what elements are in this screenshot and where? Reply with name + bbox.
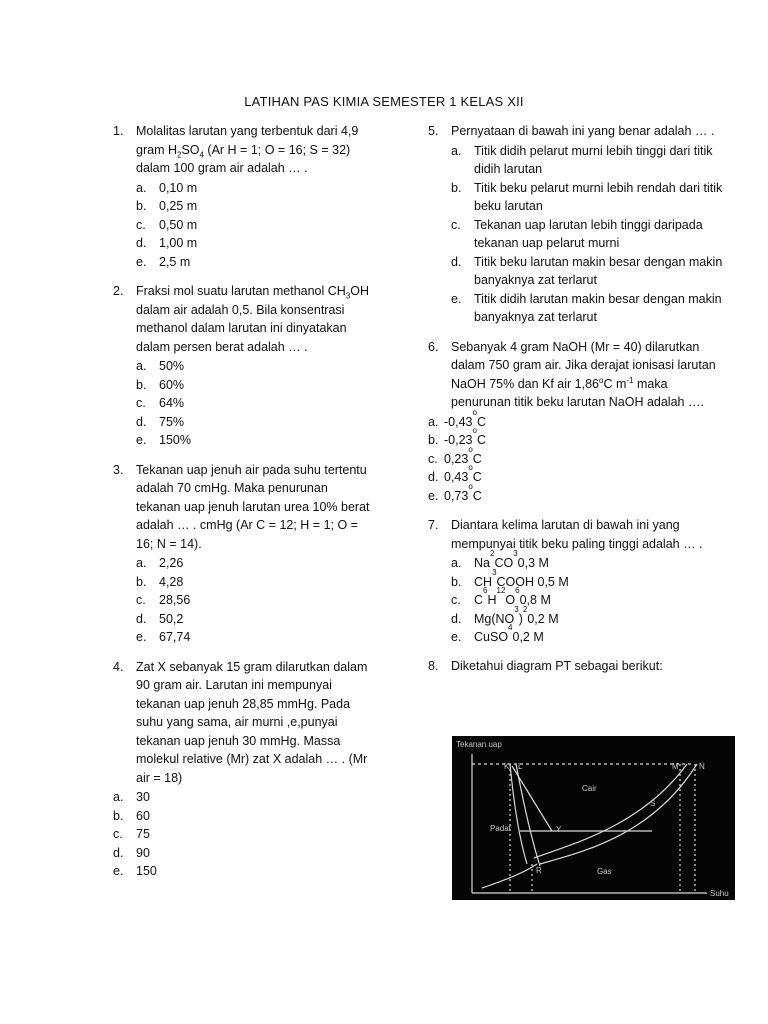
option-d: d. 75% (136, 414, 185, 429)
pt-diagram-svg (452, 736, 735, 900)
option-d: d. Mg(NO 3 ) 2 0,2 M (451, 604, 559, 626)
option-e: e. 0,73 o C (428, 481, 482, 503)
question-number: 2. (113, 284, 124, 298)
option-b: b. 60% (136, 377, 185, 392)
point-label-m: M (672, 762, 679, 771)
page-title: LATIHAN PAS KIMIA SEMESTER 1 KELAS XII (244, 94, 524, 109)
option-c: c. 64% (136, 396, 185, 410)
region-label-cair: Cair (582, 784, 597, 793)
option-a: a. Na 2 CO 3 0,3 M (451, 549, 549, 570)
option-d: d. 0,43 o C (428, 463, 482, 484)
question-6 (428, 338, 728, 506)
option-a: a. 0,10 m (136, 180, 198, 195)
option-d: d. 90 (113, 845, 150, 860)
question-3 (113, 461, 375, 647)
option-d: d. 1,00 m (136, 236, 198, 250)
diag-line (512, 766, 552, 831)
question-1 (113, 122, 375, 271)
question-text: Tekanan uap jenuh air pada suhu tertentu adalah 70 cmHg. Maka penurunan tekanan uap jenuh larutan urea 10% berat adalah … . cmHg (Ar C = 12; H = 1; O = 16; N = 14). (136, 462, 370, 551)
question-number: 3. (113, 462, 124, 477)
diagram-ylabel: Tekanan uap (456, 740, 502, 749)
left-column (113, 122, 375, 881)
option-a: a. -0,43 o C (428, 407, 486, 429)
option-d: d. 50,2 (136, 611, 184, 626)
point-label-k: K (504, 762, 510, 771)
option-c: c. 0,23 o C (428, 444, 482, 466)
question-number: 7. (428, 518, 439, 532)
option-d: d. Titik beku larutan makin besar dengan makin banyaknya zat terlarut (451, 254, 723, 287)
diagram-xlabel: Suhu (710, 889, 729, 898)
question-number: 5. (428, 124, 439, 138)
option-a: a. 30 (113, 790, 150, 804)
question-text: Pernyataan di bawah ini yang benar adalah … . (451, 124, 715, 138)
point-label-n: N (699, 762, 705, 771)
region-label-gas: Gas (597, 867, 612, 876)
point-label-r: R (536, 866, 542, 875)
option-e: e. 150% (136, 433, 191, 447)
option-a: a. 50% (136, 359, 185, 373)
question-4 (113, 658, 375, 881)
option-a: a. 2,26 (136, 556, 184, 570)
option-c: c. 75 (113, 827, 150, 841)
pt-diagram (452, 736, 735, 900)
question-text: Fraksi mol suatu larutan methanol $CH_3OH$ dalam air adalah 0,5. Bila konsentrasi methanol dalam larutan ini dinyatakan dalam persen berat adalah … . (136, 284, 370, 354)
option-c: c. C 6 H 12 O 6 0,8 M (451, 586, 551, 607)
option-c: c. 28,56 (136, 593, 191, 607)
question-number: 4. (113, 659, 124, 674)
region-label-padat: Padat (490, 824, 511, 833)
option-b: b. 60 (113, 808, 150, 823)
option-e: e. 2,5 m (136, 254, 191, 269)
boiling-curve-solvent (534, 764, 687, 858)
option-c: c. Tekanan uap larutan lebih tinggi daripada tekanan uap pelarut murni (451, 217, 703, 250)
question-number: 6. (428, 339, 439, 354)
option-a: a. Titik didih pelarut murni lebih tinggi dari titik didih larutan (451, 143, 713, 176)
option-b: b. 4,28 (136, 574, 184, 589)
point-label-s: S (650, 799, 656, 808)
option-b: b. CH 3 COOH 0,5 M (451, 567, 569, 589)
option-c: c. 0,50 m (136, 217, 198, 232)
question-5 (428, 122, 728, 327)
question-text: Zat X sebanyak 15 gram dilarutkan dalam 90 gram air. Larutan ini mempunyai tekanan uap jenuh 28,85 mmHg. Pada suhu yang sama, air murni ,e,punyai tekanan uap jenuh 30 mmHg. Massa molekul relative (Mr) zat X adalah … . (Mr air = 18) (136, 659, 368, 785)
option-e: e. 150 (113, 864, 157, 878)
question-number: 8. (428, 658, 439, 673)
right-column (428, 122, 728, 675)
question-number: 1. (113, 124, 124, 138)
boiling-curve-solution (540, 764, 697, 864)
option-e: e. CuSO 4 0,2 M (451, 623, 544, 644)
point-label-l: L (518, 762, 523, 771)
question-text: Diketahui diagram PT sebagai berikut: (451, 658, 663, 673)
question-2 (113, 282, 375, 450)
option-b: b. -0,23 o C (428, 426, 486, 447)
question-7 (428, 516, 728, 647)
option-b: b. 0,25 m (136, 199, 198, 213)
question-text: Sebanyak 4 gram NaOH (Mr = 40) dilarutkan dalam 750 gram air. Jika derajat ionisasi larutan NaOH 75% dan Kf air 1,86$^o$C $m^{-1}$ maka penurunan titik beku larutan NaOH adalah …. (451, 339, 716, 409)
question-text: Molalitas larutan yang terbentuk dari 4,9 gram $H_2SO_4$ (Ar H = 1; O = 16; S = 32) dalam 100 gram air adalah … . (136, 124, 359, 175)
option-e: e. Titik didih larutan makin besar dengan makin banyaknya zat terlarut (451, 291, 722, 324)
question-text: Diantara kelima larutan di bawah ini yang mempunyai titik beku paling tinggi adalah … . (451, 518, 703, 551)
option-e: e. 67,74 (136, 630, 191, 644)
point-label-y: Y (556, 825, 562, 834)
question-8 (428, 657, 728, 676)
option-b: b. Titik beku pelarut murni lebih rendah dari titik beku larutan (451, 180, 723, 213)
